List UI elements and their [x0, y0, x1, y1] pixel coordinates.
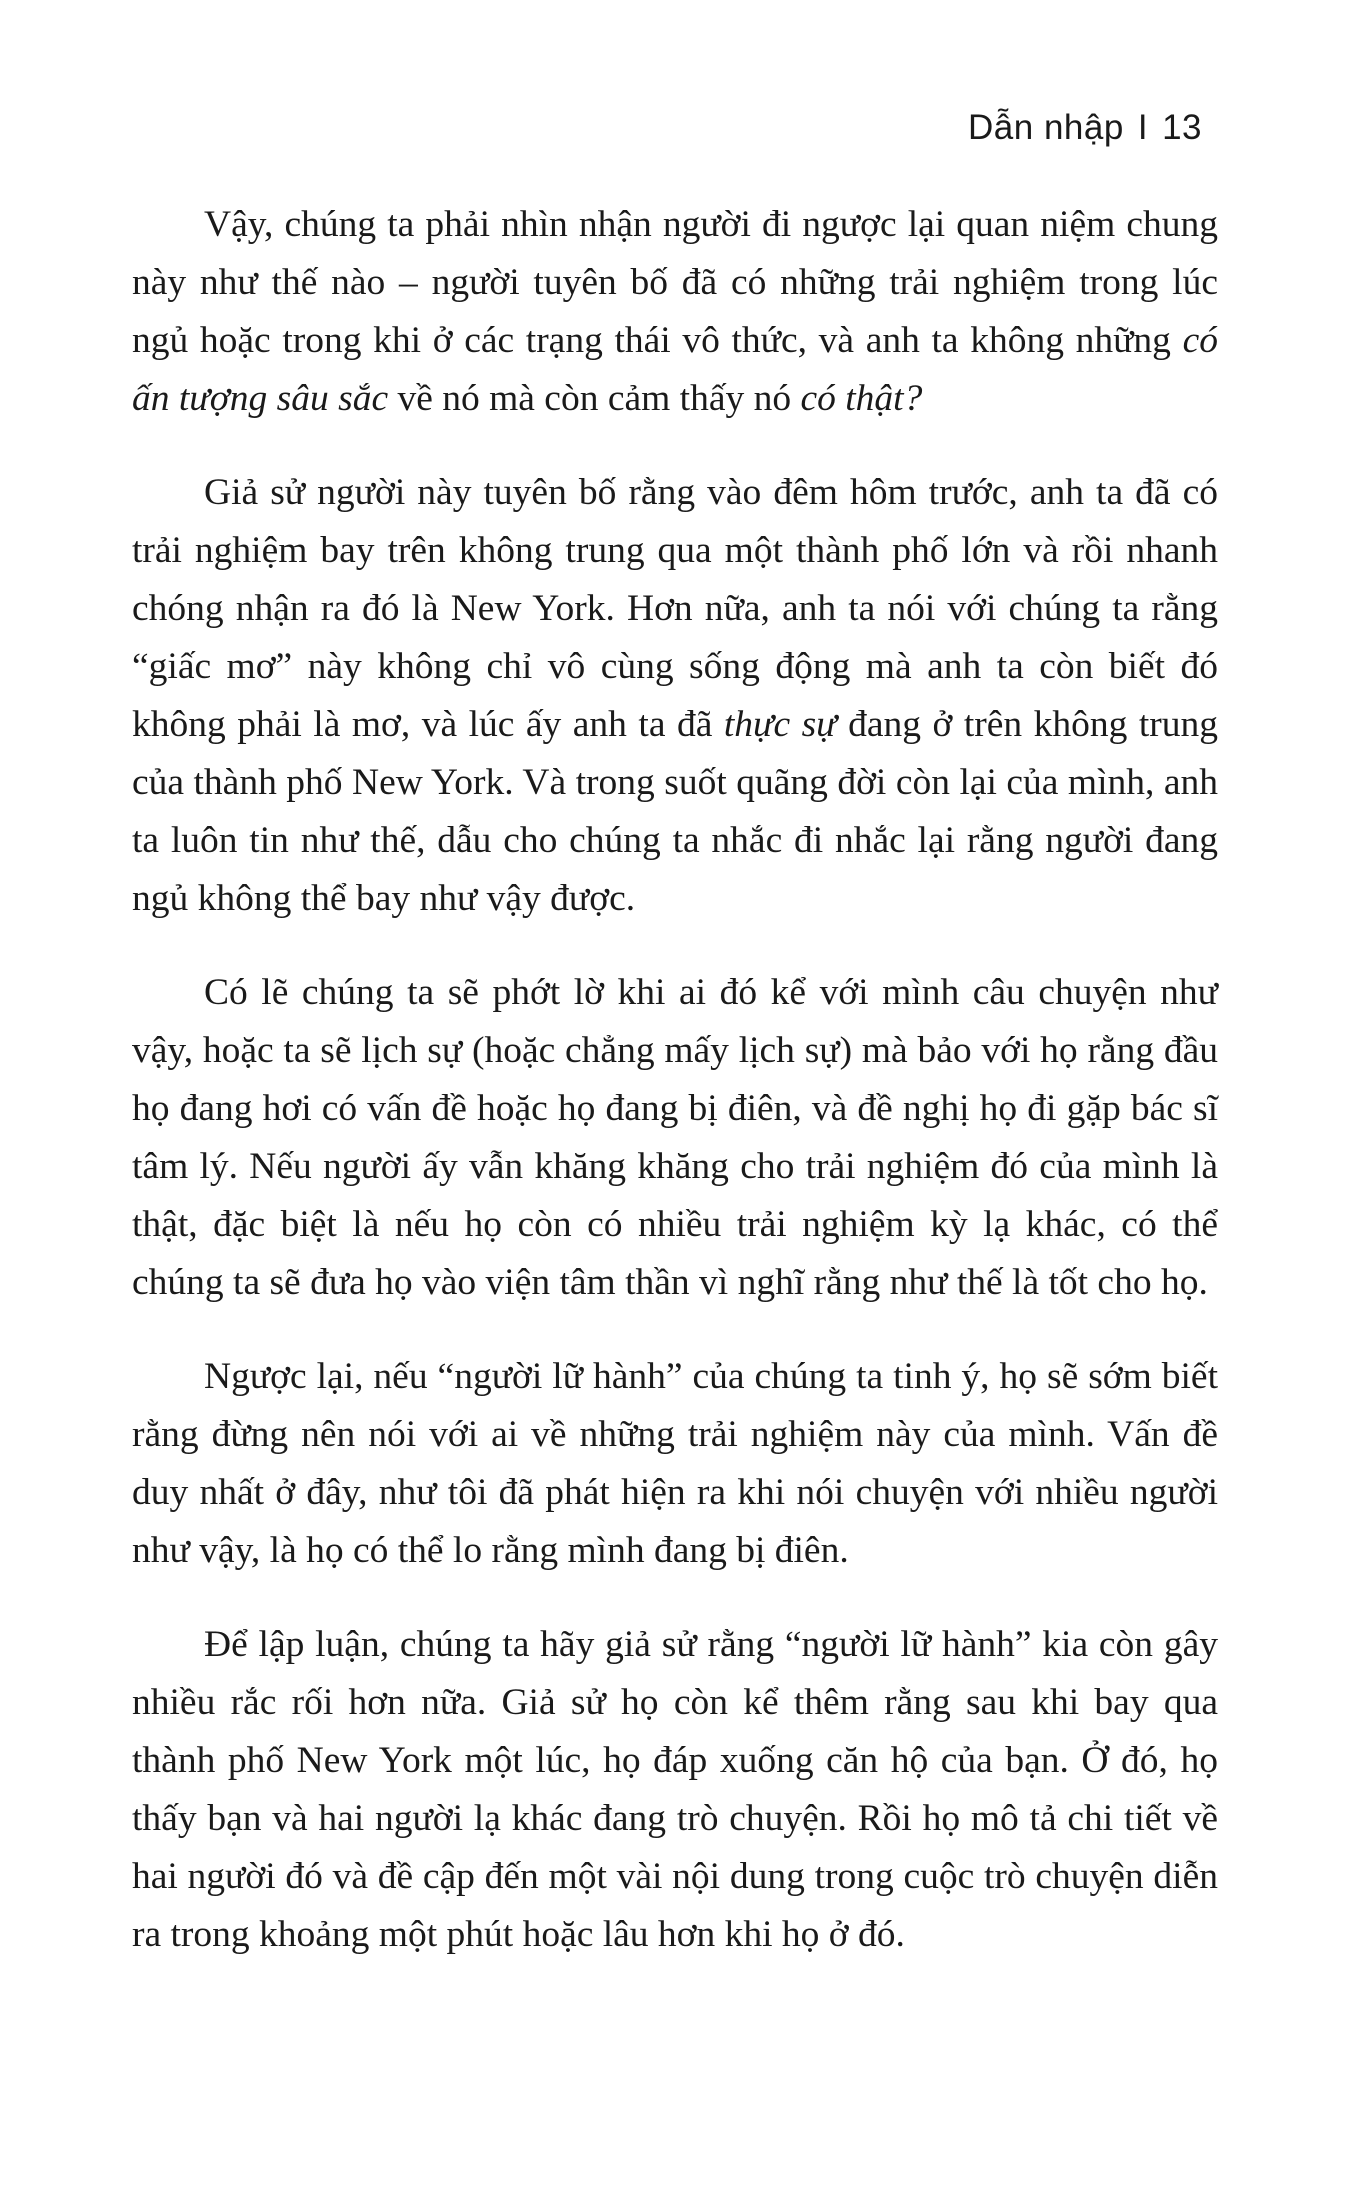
- paragraph-5: [132, 1616, 1218, 1964]
- paragraph-2-emphasis-1: thực sự: [723, 704, 837, 745]
- paragraph-3: [132, 964, 1218, 1312]
- paragraph-3-text: Có lẽ chúng ta sẽ phớt lờ khi ai đó kể với mình câu chuyện như vậy, hoặc ta sẽ lịch sự (hoặc chẳng mấy lịch sự) mà bảo với họ rằng đầu họ đang hơi có vấn đề hoặc họ đang bị điên, và đề nghị họ đi gặp bác sĩ tâm lý. Nếu người ấy vẫn khăng khăng cho trải nghiệm đó của mình là thật, đặc biệt là nếu họ còn có nhiều trải nghiệm kỳ lạ khác, có thể chúng ta sẽ đưa họ vào viện tâm thần vì nghĩ rằng như thế là tốt cho họ.: [132, 972, 1218, 1303]
- paragraph-1: [132, 196, 1218, 428]
- paragraph-5-text: Để lập luận, chúng ta hãy giả sử rằng “người lữ hành” kia còn gây nhiều rắc rối hơn nữa. Giả sử họ còn kể thêm rằng sau khi bay qua thành phố New York một lúc, họ đáp xuống căn hộ của bạn. Ở đó, họ thấy bạn và hai người lạ khác đang trò chuyện. Rồi họ mô tả chi tiết về hai người đó và đề cập đến một vài nội dung trong cuộc trò chuyện diễn ra trong khoảng một phút hoặc lâu hơn khi họ ở đó.: [132, 1624, 1218, 1955]
- paragraph-2-text-2: đang ở trên không trung của thành phố New York. Và trong suốt quãng đời còn lại của mình, anh ta luôn tin như thế, dẫu cho chúng ta nhắc đi nhắc lại rằng người đang ngủ không thể bay như vậy được.: [132, 704, 1219, 919]
- paragraph-2-text-1: Giả sử người này tuyên bố rằng vào đêm hôm trước, anh ta đã có trải nghiệm bay trên không trung qua một thành phố lớn và rồi nhanh chóng nhận ra đó là New York. Hơn nữa, anh ta nói với chúng ta rằng “giấc mơ” này không chỉ vô cùng sống động mà anh ta còn biết đó không phải là mơ, và lúc ấy anh ta đã: [132, 472, 1218, 745]
- running-header: [968, 108, 1202, 148]
- header-separator: I: [1137, 108, 1149, 147]
- paragraph-1-text-2: về nó mà còn cảm thấy nó: [388, 378, 801, 419]
- page-number: 13: [1162, 108, 1202, 147]
- paragraph-4: [132, 1348, 1218, 1580]
- paragraph-2: [132, 464, 1218, 928]
- paragraph-1-emphasis-1: có ấn tượng sâu sắc: [132, 320, 1218, 419]
- paragraph-1-text-1: Vậy, chúng ta phải nhìn nhận người đi ngược lại quan niệm chung này như thế nào – người tuyên bố đã có những trải nghiệm trong lúc ngủ hoặc trong khi ở các trạng thái vô thức, và anh ta không những: [132, 204, 1218, 361]
- paragraph-4-text: Ngược lại, nếu “người lữ hành” của chúng ta tinh ý, họ sẽ sớm biết rằng đừng nên nói với ai về những trải nghiệm này của mình. Vấn đề duy nhất ở đây, như tôi đã phát hiện ra khi nói chuyện với nhiều người như vậy, là họ có thể lo rằng mình đang bị điên.: [132, 1356, 1218, 1571]
- body-text: [132, 196, 1218, 2000]
- paragraph-1-emphasis-2: có thật?: [800, 378, 923, 419]
- chapter-title: Dẫn nhập: [968, 108, 1124, 147]
